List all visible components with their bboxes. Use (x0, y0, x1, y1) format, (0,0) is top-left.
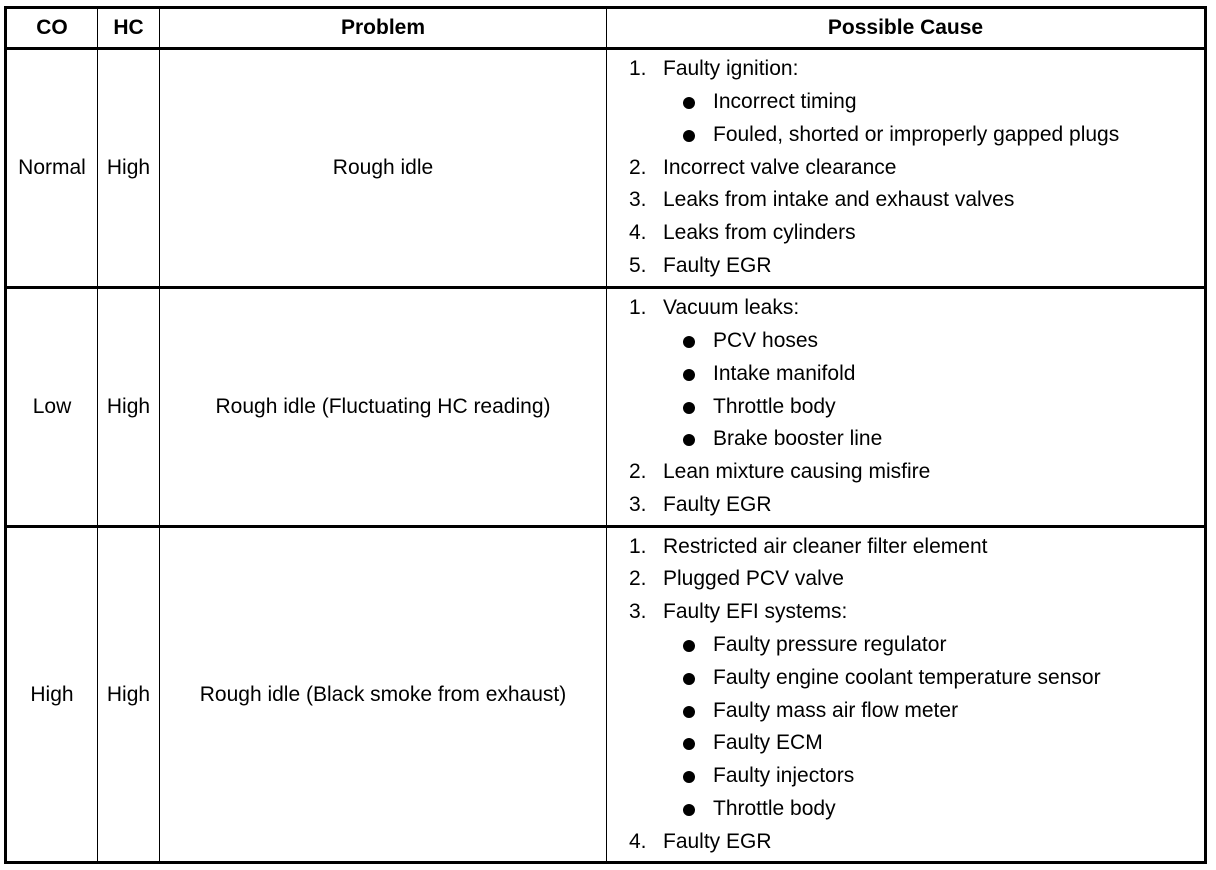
bullet-icon (683, 130, 695, 142)
header-problem: Problem (160, 8, 607, 49)
cause-number: 2. (629, 155, 647, 179)
bullet-icon (683, 738, 695, 750)
bullet-icon (683, 706, 695, 718)
numbered-cause (607, 250, 1204, 283)
cause-text: Faulty EFI systems: (663, 600, 848, 624)
table-row (6, 527, 1206, 863)
bullet-cause (607, 391, 1204, 424)
cause-text: PCV hoses (713, 329, 819, 352)
possible-cause-cell (607, 49, 1206, 288)
bullet-icon (683, 434, 695, 446)
bullet-icon (683, 369, 695, 381)
cause-text: Faulty injectors (713, 764, 855, 788)
numbered-cause (607, 152, 1204, 185)
header-possible-cause: Possible Cause (607, 8, 1206, 49)
cause-number: 3. (629, 492, 647, 516)
cause-text: Faulty EGR (663, 829, 772, 853)
bullet-icon (683, 402, 695, 414)
bullet-icon (683, 673, 695, 685)
possible-cause-cell (607, 527, 1206, 863)
co-cell: Normal (6, 49, 98, 288)
header-hc: HC (98, 8, 160, 49)
cause-number: 4. (629, 829, 647, 853)
hc-cell: High (98, 49, 160, 288)
cause-text: Lean mixture causing misfire (663, 460, 931, 484)
cause-number: 1. (629, 534, 647, 558)
possible-cause-cell (607, 288, 1206, 527)
cause-text: Incorrect valve clearance (663, 155, 897, 179)
bullet-cause (607, 629, 1204, 662)
bullet-cause (607, 727, 1204, 760)
bullet-icon (683, 804, 695, 816)
hc-cell: High (98, 527, 160, 863)
diagnosis-table (4, 6, 1207, 864)
bullet-cause (607, 86, 1204, 119)
cause-text: Restricted air cleaner filter element (663, 534, 988, 558)
bullet-cause (607, 119, 1204, 152)
cause-number: 3. (629, 600, 647, 624)
numbered-cause (607, 217, 1204, 250)
cause-text: Leaks from cylinders (663, 221, 856, 245)
numbered-cause (607, 456, 1204, 489)
cause-number: 2. (629, 460, 647, 484)
cause-list (607, 531, 1204, 859)
numbered-cause (607, 489, 1204, 522)
cause-text: Incorrect timing (713, 90, 857, 113)
problem-cell: Rough idle (160, 49, 607, 288)
header-row (6, 8, 1206, 49)
cause-text: Intake manifold (713, 361, 856, 385)
bullet-cause (607, 695, 1204, 728)
cause-number: 1. (629, 57, 647, 81)
cause-text: Plugged PCV valve (663, 567, 844, 591)
bullet-cause (607, 760, 1204, 793)
bullet-cause (607, 793, 1204, 826)
numbered-cause (607, 596, 1204, 629)
cause-list (607, 53, 1204, 283)
problem-cell: Rough idle (Black smoke from exhaust) (160, 527, 607, 863)
table-row (6, 288, 1206, 527)
bullet-icon (683, 336, 695, 348)
numbered-cause (607, 531, 1204, 564)
cause-text: Fouled, shorted or improperly gapped plugs (713, 122, 1120, 146)
cause-text: Vacuum leaks: (663, 296, 800, 320)
cause-text: Faulty ignition: (663, 57, 799, 81)
bullet-cause (607, 358, 1204, 391)
numbered-cause (607, 563, 1204, 596)
co-cell: Low (6, 288, 98, 527)
bullet-cause (607, 423, 1204, 456)
bullet-icon (683, 771, 695, 783)
cause-text: Leaks from intake and exhaust valves (663, 188, 1015, 212)
cause-text: Throttle body (713, 796, 836, 820)
bullet-icon (683, 97, 695, 109)
cause-text: Brake booster line (713, 427, 883, 451)
hc-cell: High (98, 288, 160, 527)
cause-number: 3. (629, 188, 647, 212)
numbered-cause (607, 292, 1204, 325)
cause-text: Faulty ECM (713, 731, 823, 755)
cause-text: Faulty EGR (663, 253, 772, 277)
cause-text: Faulty EGR (663, 492, 772, 516)
table-row (6, 49, 1206, 288)
header-co: CO (6, 8, 98, 49)
bullet-cause (607, 662, 1204, 695)
cause-text: Faulty engine coolant temperature sensor (713, 665, 1101, 689)
bullet-cause (607, 325, 1204, 358)
cause-text: Faulty mass air flow meter (713, 698, 959, 722)
bullet-icon (683, 640, 695, 652)
cause-number: 5. (629, 253, 647, 277)
numbered-cause (607, 826, 1204, 859)
co-cell: High (6, 527, 98, 863)
numbered-cause (607, 184, 1204, 217)
cause-number: 2. (629, 567, 647, 591)
cause-list (607, 292, 1204, 522)
numbered-cause (607, 53, 1204, 86)
cause-text: Faulty pressure regulator (713, 632, 947, 656)
problem-cell: Rough idle (Fluctuating HC reading) (160, 288, 607, 527)
cause-number: 4. (629, 221, 647, 245)
cause-number: 1. (629, 296, 647, 320)
cause-text: Throttle body (713, 394, 836, 418)
